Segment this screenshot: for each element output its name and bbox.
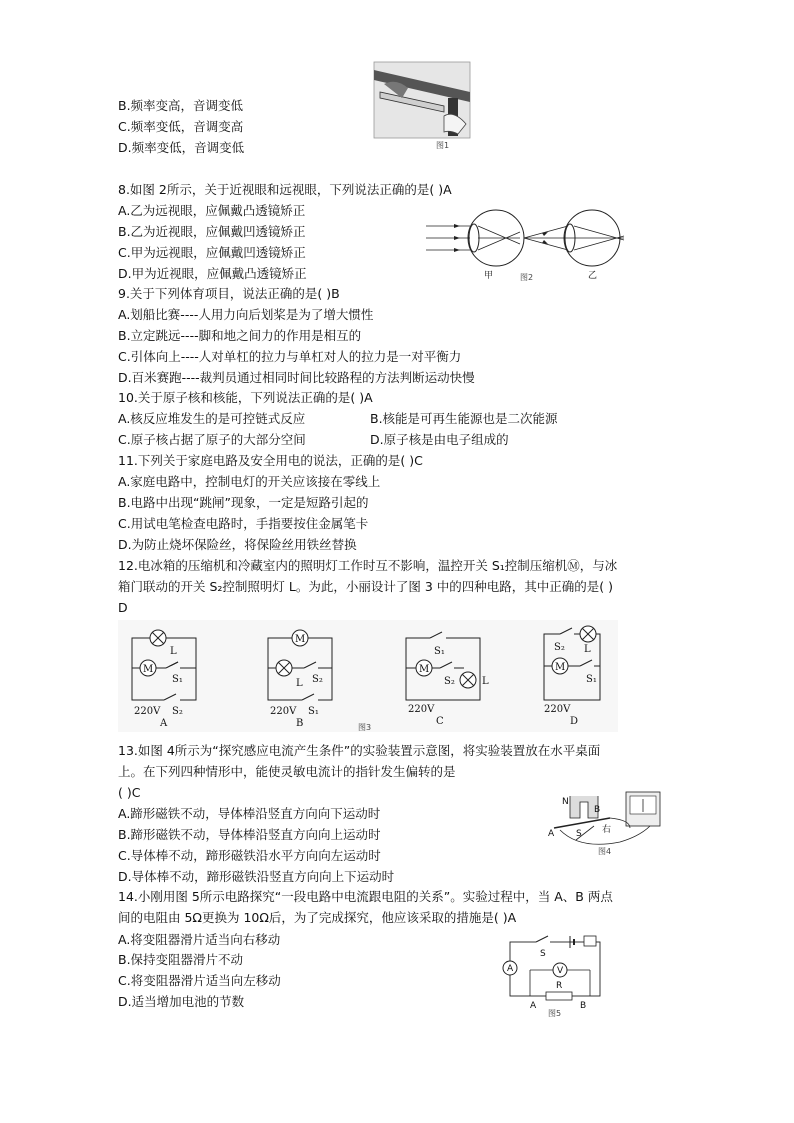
- circuit-d-motor: M: [555, 662, 566, 673]
- circuit-b-s1: S₁: [308, 706, 319, 717]
- figure-4-right: 右: [602, 825, 612, 835]
- circuit-c-lamp: L: [482, 676, 489, 687]
- q13-option-a: A.蹄形磁铁不动，导体棒沿竖直方向向下运动时: [118, 806, 381, 821]
- figure-3-circuits: [118, 620, 618, 732]
- figure-5-voltmeter: V: [557, 966, 564, 976]
- q9-option-d: D.百米赛跑----裁判员通过相同时间比较路程的方法判断运动快慢: [118, 370, 475, 385]
- figure-5-b: B: [580, 1001, 587, 1011]
- q9-stem: 9.关于下列体育项目，说法正确的是( )B: [118, 286, 340, 301]
- circuit-d-s1: S₁: [586, 674, 597, 685]
- q10-option-b: B.核能是可再生能源也是二次能源: [370, 411, 558, 426]
- q8-option-a: A.乙为远视眼，应佩戴凸透镜矫正: [118, 203, 306, 218]
- q11-option-d: D.为防止烧坏保险丝，将保险丝用铁丝替换: [118, 537, 357, 552]
- circuit-c-letter: C: [436, 716, 444, 727]
- q13-line2: 上。在下列四种情形中，能使灵敏电流计的指针发生偏转的是: [118, 764, 456, 779]
- figure-5-r: R: [556, 981, 563, 991]
- q10-option-d: D.原子核是由电子组成的: [370, 432, 509, 447]
- figure-5-ammeter: A: [507, 964, 514, 974]
- circuit-b-s2: S₂: [312, 674, 323, 685]
- circuit-d-letter: D: [570, 716, 579, 727]
- q9-option-b: B.立定跳远----脚和地之间力的作用是相互的: [118, 328, 362, 343]
- q12-line2: 箱门联动的开关 S₂控制照明灯 L。为此，小丽设计了图 3 中的四种电路，其中正确的是( ): [118, 579, 613, 594]
- q11-option-a: A.家庭电路中，控制电灯的开关应该接在零线上: [118, 474, 381, 489]
- q9-option-a: A.划船比赛----人用力向后划桨是为了增大惯性: [118, 307, 374, 322]
- figure-4-s: S: [576, 829, 582, 839]
- q14-option-c: C.将变阻器滑片适当向左移动: [118, 973, 281, 988]
- circuit-c-voltage: 220V: [408, 704, 435, 715]
- q8-stem: 8.如图 2所示，关于近视眼和远视眼，下列说法正确的是( )A: [118, 182, 452, 197]
- q10-stem: 10.关于原子核和核能，下列说法正确的是( )A: [118, 390, 373, 405]
- figure-4-b: B: [594, 805, 601, 815]
- q13-option-c: C.导体棒不动，蹄形磁铁沿水平方向向左运动时: [118, 848, 381, 863]
- q13-answer: ( )C: [118, 785, 141, 800]
- figure-1-caption: 图1: [436, 141, 450, 150]
- figure-5-caption: 图5: [548, 1009, 562, 1018]
- q8-option-b: B.乙为近视眼，应佩戴凹透镜矫正: [118, 224, 306, 239]
- q14-line1: 14.小刚用图 5所示电路探究“一段电路中电流跟电阻的关系”。实验过程中，当 A、B 两点: [118, 889, 613, 904]
- q8-option-d: D.甲为近视眼，应佩戴凸透镜矫正: [118, 266, 307, 281]
- circuit-c-s2: S₂: [444, 676, 455, 687]
- figure-2-yi: 乙: [588, 271, 598, 281]
- q9-option-c: C.引体向上----人对单杠的拉力与单杠对人的拉力是一对平衡力: [118, 349, 462, 364]
- q11-stem: 11.下列关于家庭电路及安全用电的说法，正确的是( )C: [118, 453, 423, 468]
- circuit-b-voltage: 220V: [270, 706, 297, 717]
- figure-4-induction: [540, 788, 670, 860]
- figure-3-caption: 图3: [358, 723, 372, 732]
- circuit-c-s1: S₁: [434, 646, 445, 657]
- circuit-b-lamp: L: [296, 678, 303, 689]
- circuit-d-s2: S₂: [554, 642, 565, 653]
- figure-5-a: A: [530, 1001, 537, 1011]
- figure-4-n: N: [562, 797, 569, 807]
- q12-answer: D: [118, 600, 128, 615]
- circuit-c-motor: M: [419, 664, 430, 675]
- q13-option-d: D.导体棒不动，蹄形磁铁沿竖直方向向上下运动时: [118, 869, 395, 884]
- figure-2-eyes: [424, 208, 634, 284]
- circuit-a-s1: S₁: [172, 674, 183, 685]
- figure-5-s: S: [540, 949, 546, 959]
- q13-option-b: B.蹄形磁铁不动，导体棒沿竖直方向向上运动时: [118, 827, 381, 842]
- q14-line2: 间的电阻由 5Ω更换为 10Ω后，为了完成探究，他应该采取的措施是( )A: [118, 910, 517, 925]
- q10-option-c: C.原子核占据了原子的大部分空间: [118, 432, 306, 447]
- figure-5-circuit: [500, 934, 610, 1018]
- q7-option-c: C.频率变低，音调变高: [118, 119, 244, 134]
- circuit-a-voltage: 220V: [134, 706, 161, 717]
- figure-4-a: A: [548, 829, 555, 839]
- q8-option-c: C.甲为远视眼，应佩戴凹透镜矫正: [118, 245, 306, 260]
- circuit-b-letter: B: [296, 718, 304, 729]
- q14-option-a: A.将变阻器滑片适当向右移动: [118, 932, 281, 947]
- circuit-a-s2: S₂: [172, 706, 183, 717]
- figure-2-caption: 图2: [520, 273, 534, 282]
- q12-line1: 12.电冰箱的压缩机和冷藏室内的照明灯工作时互不影响，温控开关 S₁控制压缩机Ⓜ，与冰: [118, 558, 618, 573]
- circuit-b-motor: M: [295, 634, 306, 645]
- circuit-d-lamp: L: [584, 644, 591, 655]
- q14-option-d: D.适当增加电池的节数: [118, 994, 245, 1009]
- circuit-d-voltage: 220V: [544, 704, 571, 715]
- figure-1: [374, 62, 470, 152]
- q7-option-b: B.频率变高，音调变低: [118, 98, 244, 113]
- figure-4-caption: 图4: [598, 847, 612, 856]
- figure-2-jia: 甲: [484, 271, 494, 281]
- q14-option-b: B.保持变阻器滑片不动: [118, 952, 244, 967]
- circuit-a-letter: A: [160, 718, 168, 729]
- q7-option-d: D.频率变低，音调变低: [118, 140, 245, 155]
- q11-option-b: B.电路中出现“跳闸”现象，一定是短路引起的: [118, 495, 369, 510]
- circuit-a-motor: M: [143, 664, 154, 675]
- circuit-a-lamp: L: [170, 646, 177, 657]
- q11-option-c: C.用试电笔检查电路时，手指要按住金属笔卡: [118, 516, 369, 531]
- q13-line1: 13.如图 4所示为“探究感应电流产生条件”的实验装置示意图，将实验装置放在水平桌面: [118, 743, 601, 758]
- q10-option-a: A.核反应堆发生的是可控链式反应: [118, 411, 306, 426]
